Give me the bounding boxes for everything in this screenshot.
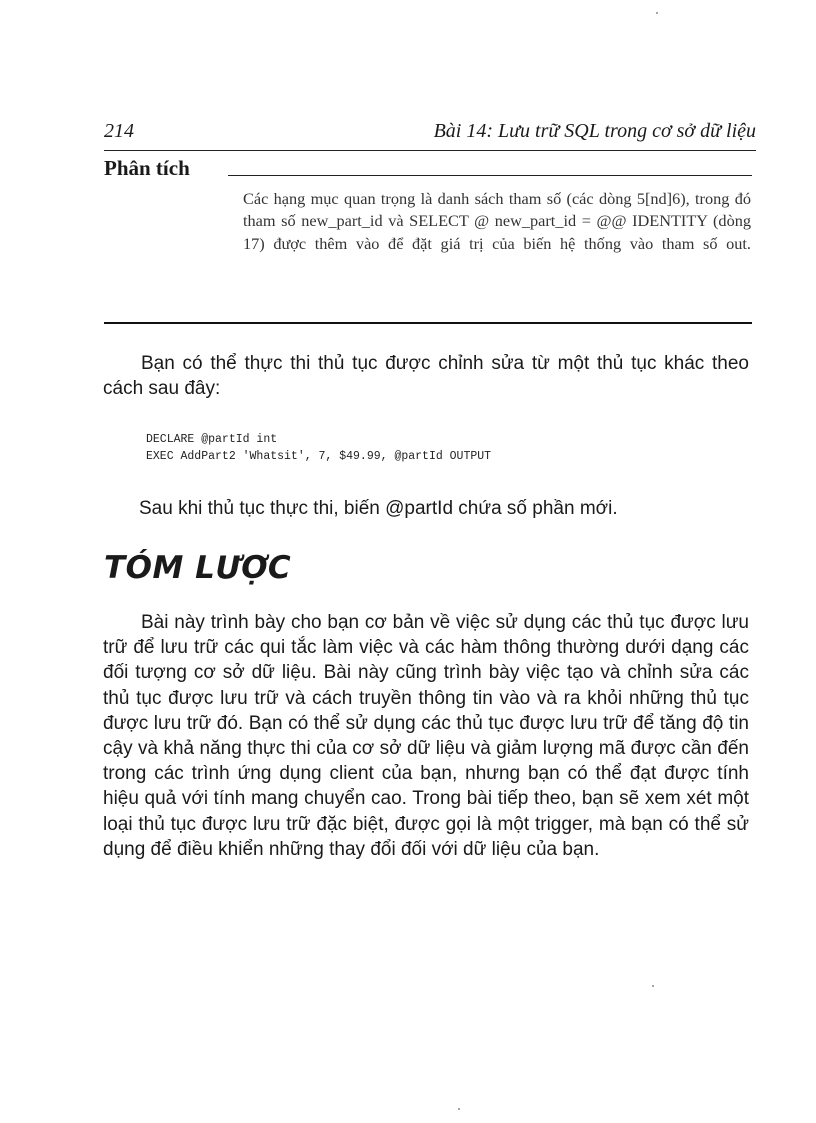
summary-paragraph [103, 610, 749, 862]
analysis-text: Các hạng mục quan trọng là danh sách tham số (các dòng 5[nd]6), trong đó tham số new_part_id và SELECT @ new_part_id = @@ IDENTITY (dòng 17) được thêm vào để đặt giá trị của biến hệ thống vào tham số out. [243, 189, 751, 253]
page-number: 214 [104, 120, 134, 142]
code-block [146, 431, 491, 465]
scan-speck [458, 1108, 460, 1110]
after-code-paragraph: Sau khi thủ tục thực thi, biến @partId chứa số phần mới. [139, 498, 618, 519]
page-header [104, 120, 756, 151]
summary-text: Bài này trình bày cho bạn cơ bản về việc sử dụng các thủ tục được lưu trữ để lưu trữ các qui tắc làm việc và các hàm thông thường dưới dạng các đối tượng cơ sở dữ liệu. Bài này cũng trình bày việc tạo và chỉnh sửa các thủ tục được lưu trữ và cách truyền thông tin vào và ra khỏi những thủ tục được lưu trữ đó. Bạn có thể sử dụng các thủ tục được lưu trữ để tăng độ tin cậy và khả năng thực thi của cơ sở dữ liệu và giảm lượng mã được cần đến trong các trình ứng dụng client của bạn, nhưng bạn có thể đạt được tính hiệu quả với tính mang chuyển cao. Trong bài tiếp theo, bạn sẽ xem xét một loại thủ tục được lưu trữ đặc biệt, được gọi là một trigger, mà bạn có thể sử dụng để điều khiển những thay đổi đối với dữ liệu của bạn. [103, 612, 749, 860]
intro-paragraph [103, 352, 749, 401]
analysis-body [243, 188, 751, 255]
analysis-heading: Phân tích [104, 156, 190, 180]
analysis-end-rule [104, 322, 752, 324]
section-title: TÓM LƯỢC [104, 550, 292, 586]
intro-text: Bạn có thể thực thi thủ tục được chỉnh sửa từ một thủ tục khác theo cách sau đây: [103, 353, 749, 399]
running-title: Bài 14: Lưu trữ SQL trong cơ sở dữ liệu [433, 120, 756, 142]
scan-speck [652, 985, 654, 987]
code-line: DECLARE @partId int [146, 433, 278, 446]
analysis-rule [228, 175, 752, 176]
code-line: EXEC AddPart2 'Whatsit', 7, $49.99, @partId OUTPUT [146, 450, 492, 463]
scan-speck [656, 12, 658, 14]
